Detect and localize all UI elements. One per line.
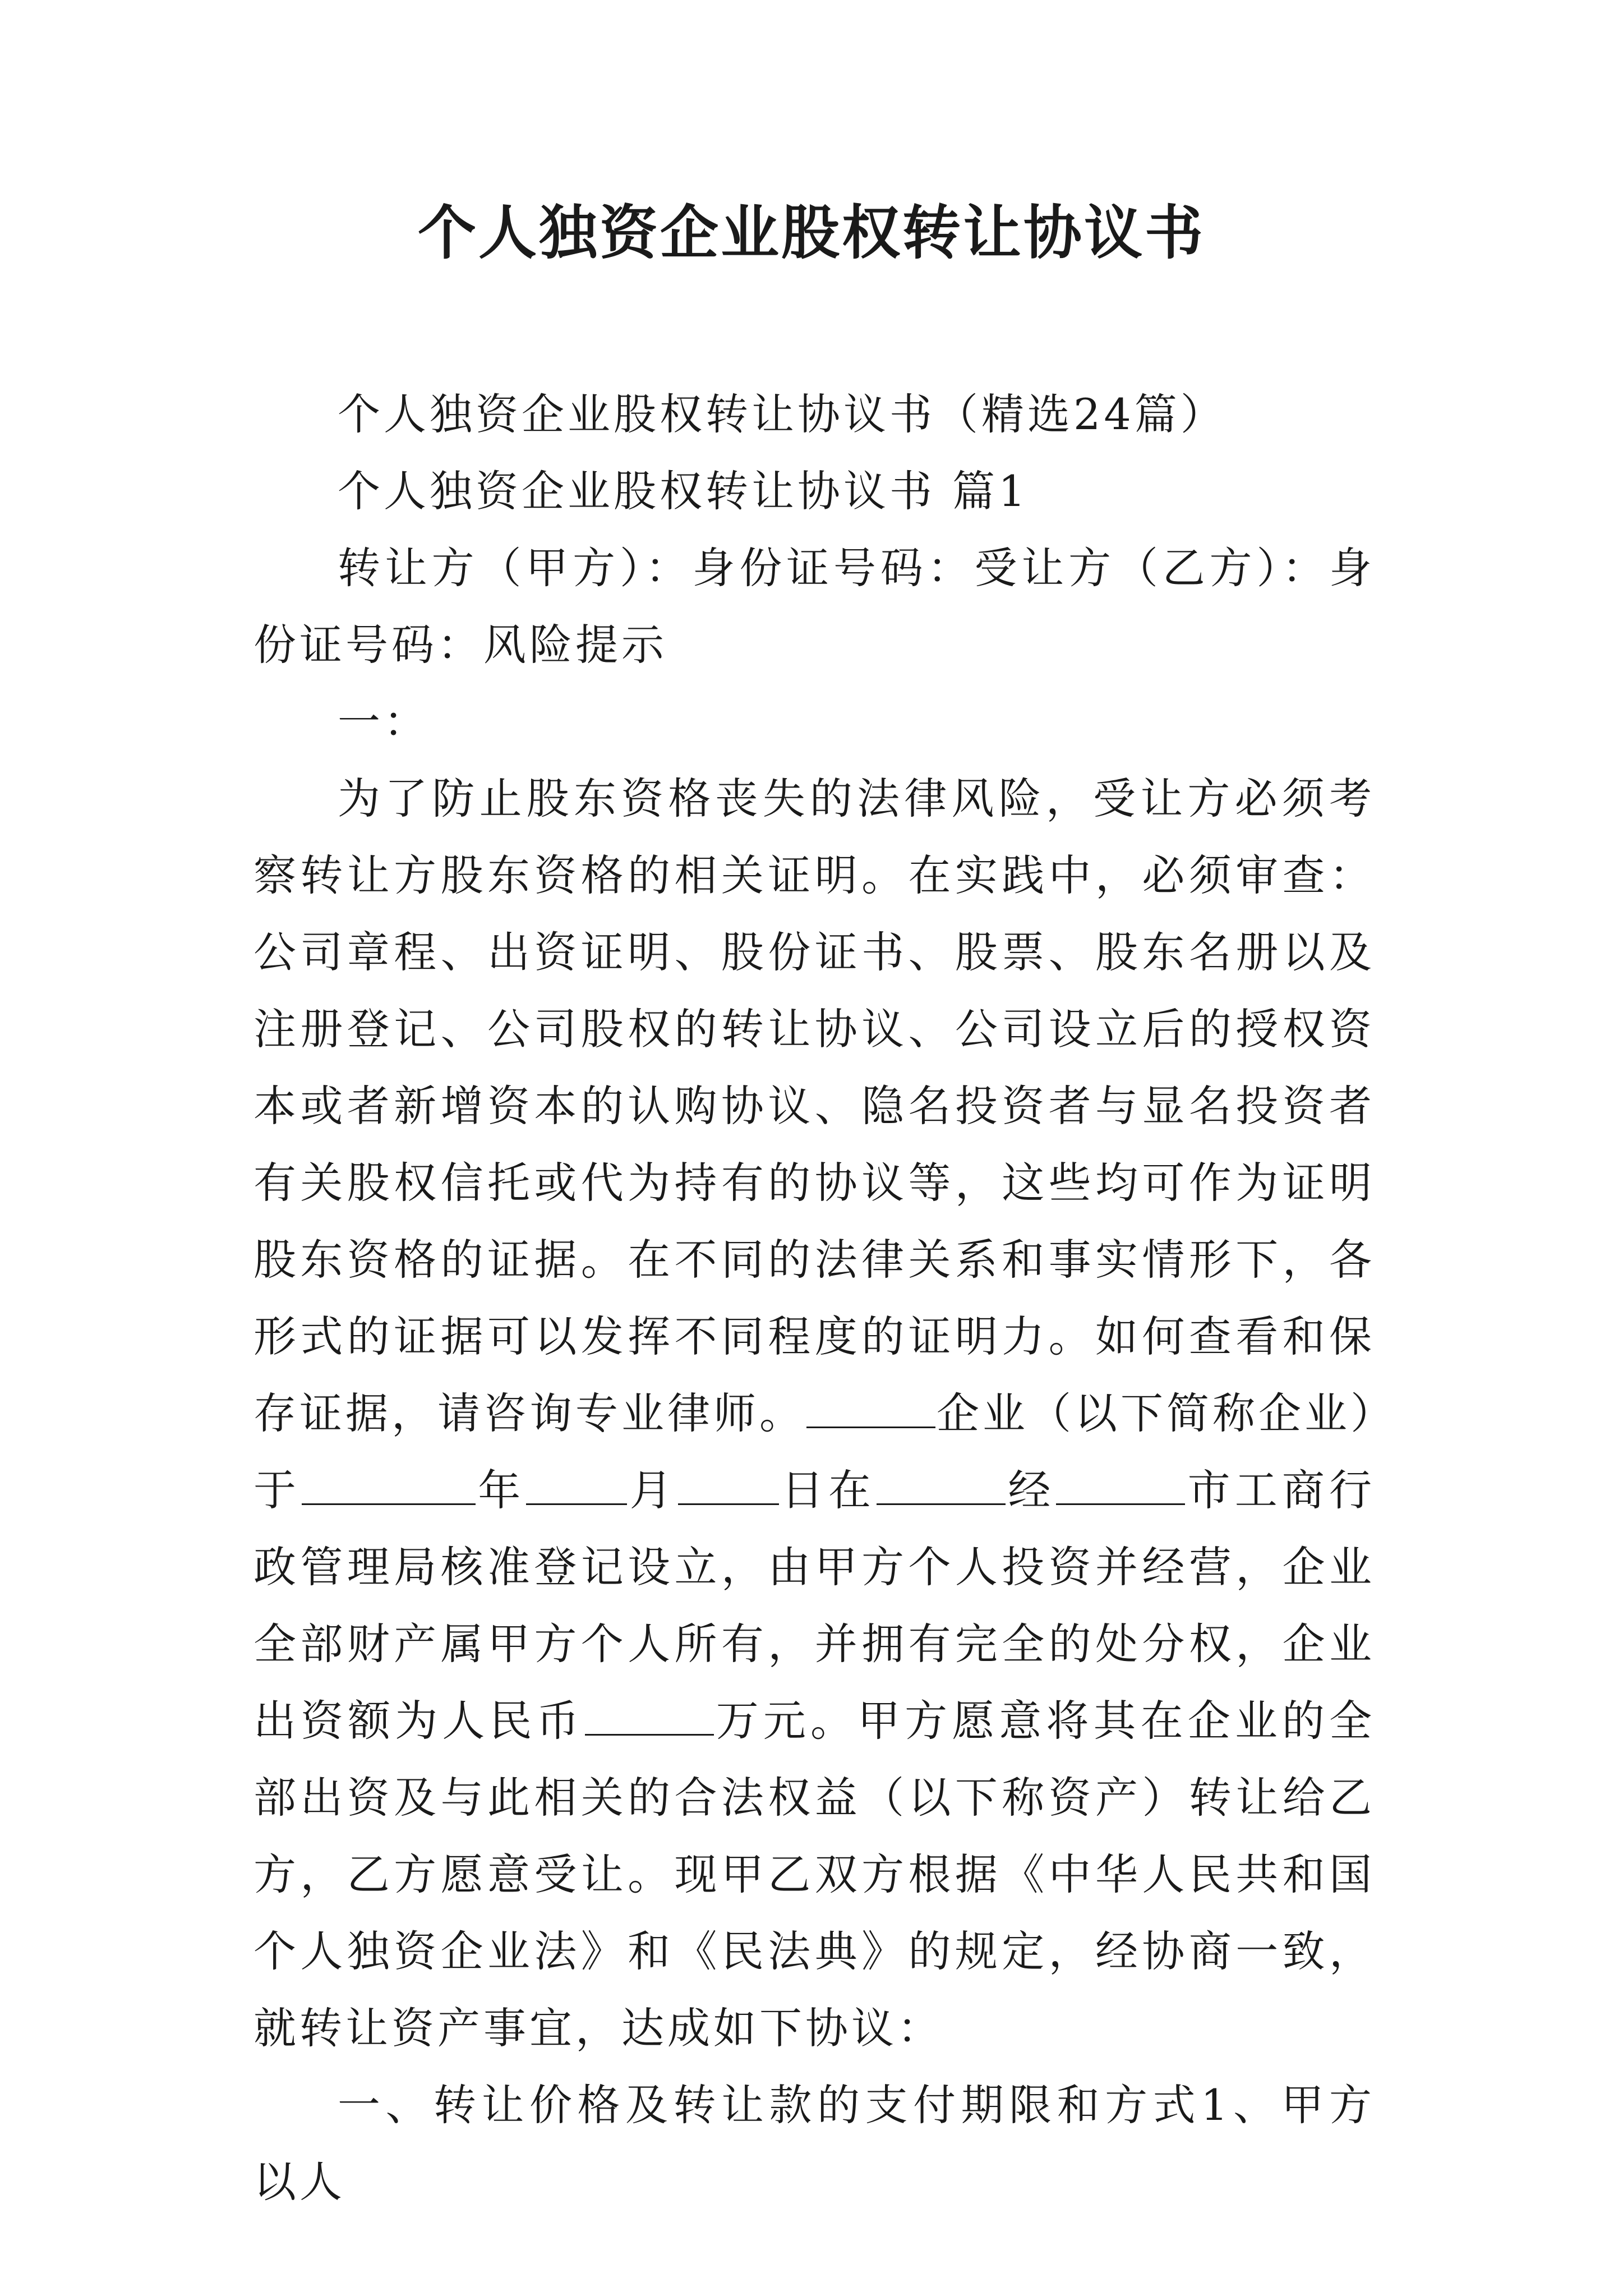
month-label: 月 [628,1465,677,1515]
month-blank [526,1464,627,1505]
subtitle-line: 个人独资企业股权转让协议书（精选24篇） [338,389,1227,439]
location-blank [877,1464,1006,1505]
agreement-paragraph [253,760,1375,2067]
via-label: 经 [1007,1465,1055,1515]
document-title: 个人独资企业股权转让协议书 [417,198,1205,267]
parties-paragraph: 转让方（甲方）：身份证号码：受让方（乙方）：身份证号码：风险提示 [253,543,1375,670]
section-heading: 个人独资企业股权转让协议书 篇1 [338,466,1029,516]
document-body [253,376,1375,2220]
day-in-label: 日在 [780,1465,876,1515]
risk-text: 为了防止股东资格丧失的法律风险，受让方必须考察转让方股东资格的相关证明。在实践中，必须审查：公司章程、出资证明、股份证书、股票、股东名册以及注册登记、公司股权的转让协议、公司设立后的授权资本或者新增资本的认购协议、隐名投资者与显名投资者有关股权信托或代为持有的协议等，这些均可作为证明股东资格的证据。在不同的法律关系和事实情形下，各形式的证据可以发挥不同程度的证明力。如何查看和保存证据，请咨询专业律师。 [253,774,1375,1438]
registration-text: 市工商行政管理局核准登记设立，由甲方个人投资并经营，企业全部财产属甲方个人所有，并拥有完全的处分权，企业出资额为人民币 [253,1465,1376,1746]
year-label: 年 [477,1465,525,1515]
enterprise-suffix-text: 企业（以下简称企业）于 [253,1388,1375,1515]
city-blank [1056,1464,1185,1505]
clause-one-paragraph: 一、转让价格及转让款的支付期限和方式1、甲方以人 [253,2080,1375,2207]
day-blank [678,1464,779,1505]
enterprise-name-blank [806,1387,935,1428]
capital-amount-blank [585,1695,714,1736]
item-one-label: 一： [338,697,430,747]
year-blank [302,1464,476,1505]
capital-tail-text: 万元。甲方愿意将其在企业的全部出资及与此相关的合法权益（以下称资产）转让给乙方，乙方愿意受让。现甲乙双方根据《中华人民共和国个人独资企业法》和《民法典》的规定，经协商一致，就转让资产事宜，达成如下协议： [253,1696,1376,2053]
